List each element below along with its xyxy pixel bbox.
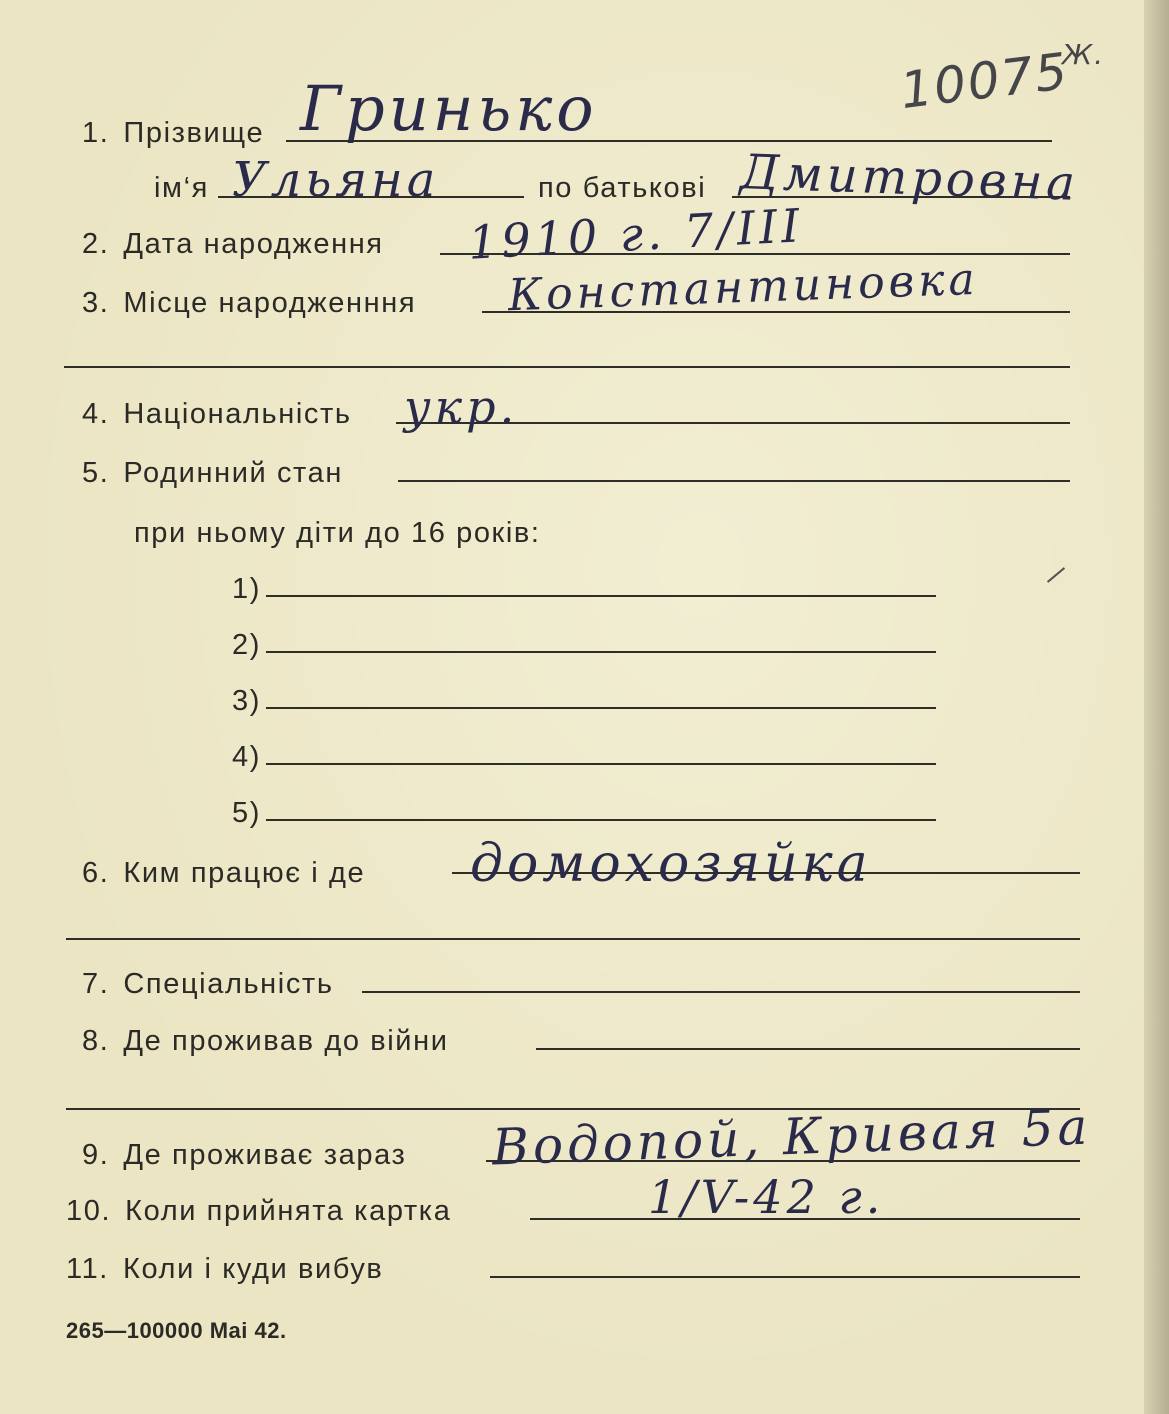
child-row-line bbox=[266, 819, 936, 821]
child-row-label: 3) bbox=[232, 685, 261, 717]
print-code: 265—100000 Mai 42. bbox=[66, 1318, 287, 1343]
birth-date-label: 2. Дата народження bbox=[82, 228, 384, 260]
child-row-line bbox=[266, 763, 936, 765]
current-home-value: Водопой, Кривая 5а bbox=[491, 1097, 1093, 1177]
speciality-line bbox=[362, 991, 1080, 993]
card-edge-shadow bbox=[1144, 0, 1169, 1414]
birth-place-line-2 bbox=[64, 366, 1070, 368]
occupation-label: 6. Ким працює і де bbox=[82, 857, 366, 889]
patronymic-value: Дмитровна bbox=[739, 144, 1080, 212]
departed-label: 11. Коли і куди вибув bbox=[66, 1253, 384, 1285]
child-row-line bbox=[266, 651, 936, 653]
birth-place-value: Константиновка bbox=[507, 253, 980, 322]
pencil-tick-mark bbox=[1047, 567, 1065, 583]
departed-line bbox=[490, 1276, 1080, 1278]
child-row-label: 1) bbox=[232, 573, 261, 605]
registration-number: 10075 bbox=[897, 41, 1072, 121]
surname-label: 1. Прізвище bbox=[82, 117, 265, 149]
card-accepted-label: 10. Коли прийнята картка bbox=[66, 1195, 452, 1227]
child-row-label: 4) bbox=[232, 741, 261, 773]
prewar-home-label: 8. Де проживав до війни bbox=[82, 1025, 449, 1057]
surname-value: Гринько bbox=[300, 72, 598, 145]
child-row-line bbox=[266, 595, 936, 597]
prewar-home-line bbox=[536, 1048, 1080, 1050]
nationality-label: 4. Національність bbox=[82, 398, 352, 430]
child-row-label: 2) bbox=[232, 629, 261, 661]
current-home-label: 9. Де проживає зараз bbox=[82, 1139, 407, 1171]
patronymic-label: по батькові bbox=[538, 172, 707, 204]
given-name-label: ім‘я bbox=[154, 172, 209, 204]
nationality-value: укр. bbox=[404, 380, 519, 434]
occupation-value: домохозяйка bbox=[470, 834, 872, 894]
speciality-label: 7. Спеціальність bbox=[82, 968, 334, 1000]
marital-label: 5. Родинний стан bbox=[82, 457, 343, 489]
birth-date-value: 1910 г. 7/III bbox=[466, 198, 805, 270]
birth-place-label: 3. Місце народженння bbox=[82, 287, 417, 319]
child-row-line bbox=[266, 707, 936, 709]
marital-line bbox=[398, 480, 1070, 482]
given-name-value: Ульяна bbox=[232, 152, 440, 208]
children-label: при ньому діти до 16 років: bbox=[134, 517, 541, 549]
occupation-line-2 bbox=[66, 938, 1080, 940]
child-row-label: 5) bbox=[232, 797, 261, 829]
registration-suffix: Ж. bbox=[1062, 38, 1106, 71]
card-accepted-value: 1/V-42 г. bbox=[648, 1170, 885, 1224]
